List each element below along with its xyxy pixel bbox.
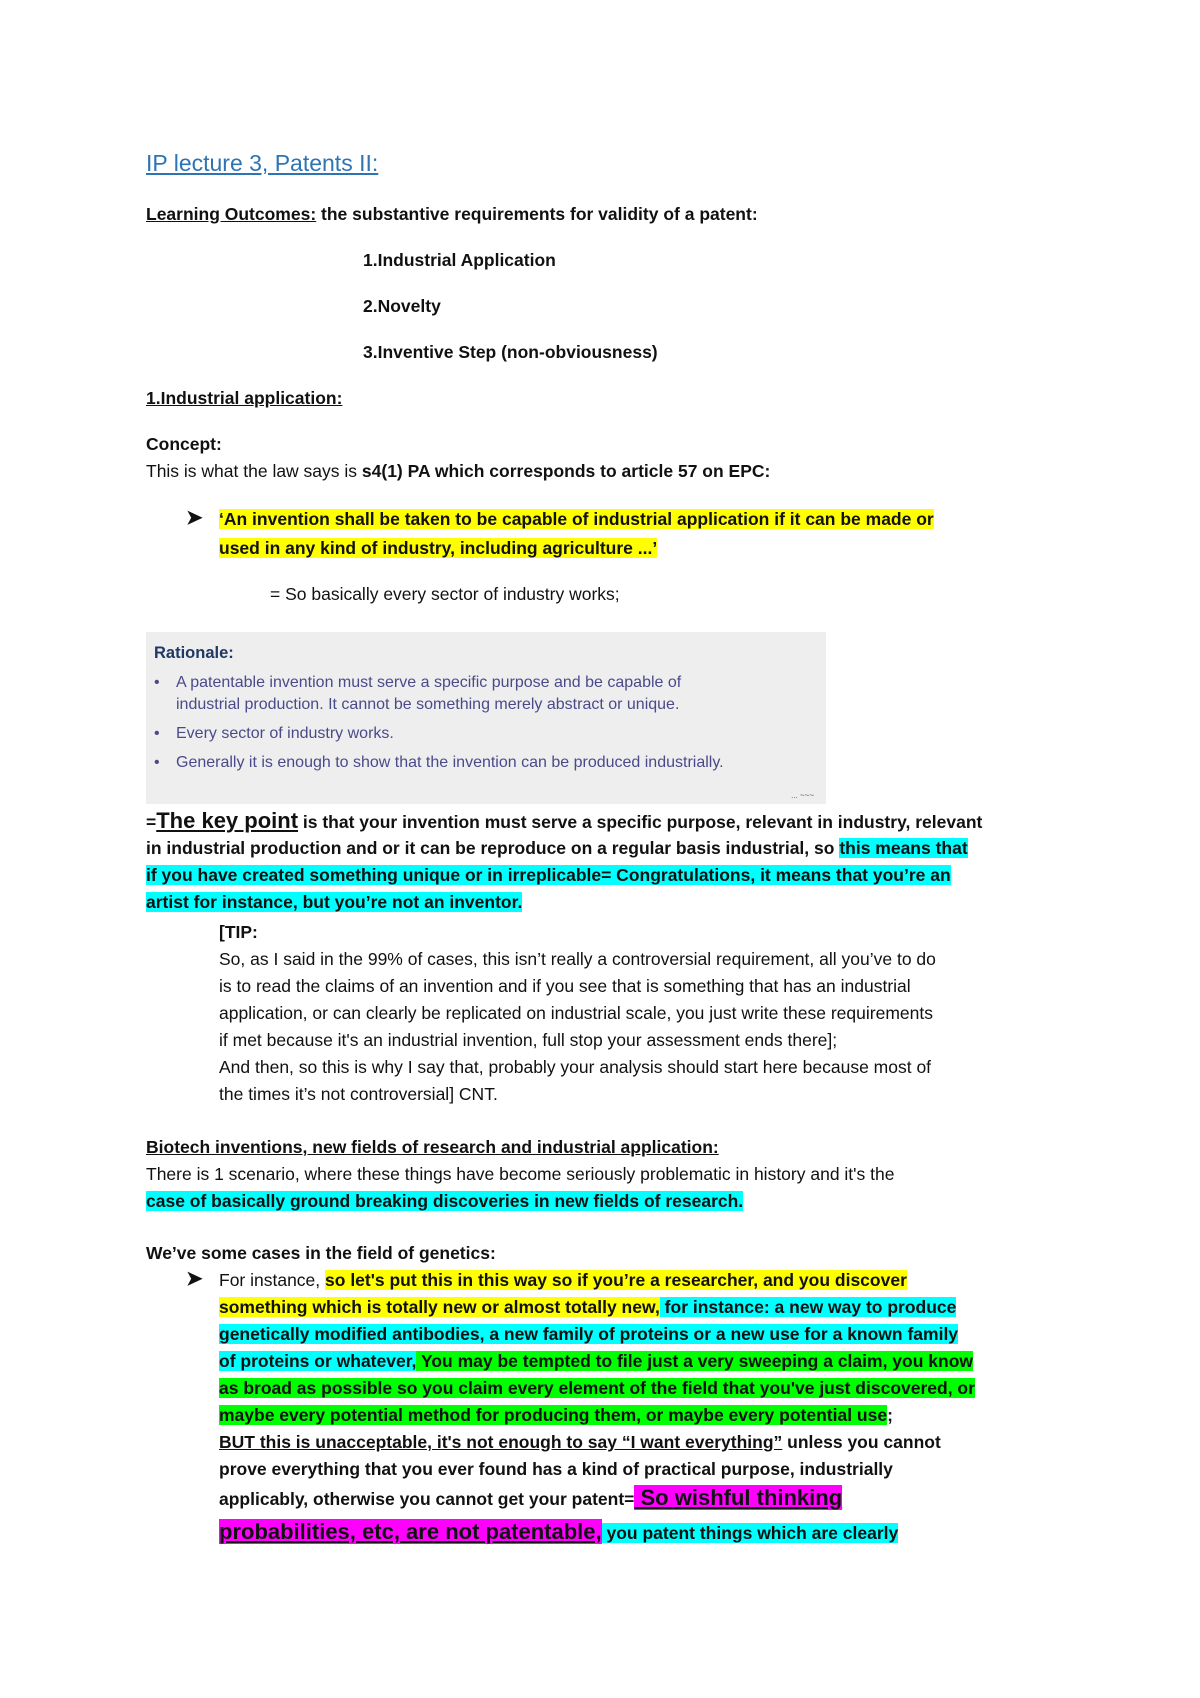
genetics-line [219, 1321, 958, 1347]
tip-line: And then, so this is why I say that, probably your analysis should start here because most of [219, 1057, 932, 1077]
genetics-line [219, 1348, 973, 1374]
biotech-line [146, 1188, 743, 1214]
genetics-highlight: You may be tempted to file just a very sweeping a claim, you know [416, 1351, 973, 1371]
tip-line: the times it’s not controversial] CNT. [219, 1084, 498, 1104]
genetics-highlight: so let's put this in this way so if you’re a researcher, and you discover [325, 1270, 907, 1290]
section-heading: 1.Industrial application: [146, 388, 343, 408]
keypoint-highlight: if you have created something unique or in irreplicable= Congratulations, it means that you’re an [146, 865, 951, 885]
genetics-highlight: you patent things which are clearly [601, 1523, 899, 1543]
keypoint-label: The key point [156, 808, 299, 833]
genetics-highlight: So wishful thinking [634, 1485, 843, 1510]
rationale-bullet-text: Generally it is enough to show that the invention can be produced industrially. [176, 754, 724, 771]
bullet-icon: • [154, 754, 160, 771]
bullet-icon: • [154, 725, 160, 742]
keypoint-line [146, 889, 522, 915]
outcome-item: 1.Industrial Application [363, 250, 556, 270]
quote-line [219, 535, 657, 561]
tip-line: is to read the claims of an invention and if you see that is something that has an industrial [219, 976, 911, 996]
keypoint-highlight: this means that [839, 838, 968, 858]
genetics-line: prove everything that you ever found has a kind of practical purpose, industrially [219, 1459, 893, 1479]
genetics-text: applicably, otherwise you cannot get your patent= [219, 1489, 635, 1509]
genetics-highlight: for instance: a new way to produce [659, 1297, 957, 1317]
keypoint-line [146, 835, 968, 861]
genetics-highlight: maybe every potential method for producing them, or maybe every potential use [219, 1405, 888, 1425]
rationale-bullet [154, 672, 681, 694]
genetics-highlight: genetically modified antibodies, a new family of proteins or a new use for a known family [219, 1324, 959, 1344]
quote-text: ‘An invention shall be taken to be capable of industrial application if it can be made or [219, 509, 934, 529]
genetics-highlight: probabilities, etc, are not patentable, [219, 1519, 602, 1544]
arrow-bullet-icon: ➤ [186, 1268, 203, 1290]
keypoint-text: is that your invention must serve a specific purpose, relevant in industry, relevant [298, 812, 983, 832]
tip-line: So, as I said in the 99% of cases, this isn’t really a controversial requirement, all you’ve to do [219, 949, 936, 969]
concept-label: Concept: [146, 434, 222, 454]
genetics-line [219, 1485, 842, 1512]
arrow-bullet-icon: ➤ [186, 507, 203, 529]
concept-text-a: This is what the law says is [146, 461, 362, 481]
genetics-text: ; [887, 1405, 893, 1425]
biotech-line: There is 1 scenario, where these things have become seriously problematic in history and it's the [146, 1164, 895, 1184]
genetics-line [219, 1267, 907, 1293]
keypoint-line [146, 808, 982, 835]
genetics-text: For instance, [219, 1270, 326, 1290]
rationale-bullet [154, 723, 394, 745]
genetics-line [219, 1294, 956, 1320]
quote-text: used in any kind of industry, including agriculture ...’ [219, 538, 658, 558]
rationale-bullet [154, 752, 724, 774]
basically-note: = So basically every sector of industry works; [270, 584, 620, 604]
learning-outcomes-text: the substantive requirements for validity of a patent: [316, 204, 758, 224]
rationale-bullet-text: Every sector of industry works. [176, 725, 394, 742]
rationale-box [146, 632, 826, 804]
outcome-item: 2.Novelty [363, 296, 441, 316]
rationale-heading: Rationale: [154, 644, 234, 662]
rationale-bullet-cont: industrial production. It cannot be something merely abstract or unique. [176, 696, 680, 713]
biotech-highlight: case of basically ground breaking discoveries in new fields of research. [146, 1191, 744, 1211]
learning-outcomes [146, 201, 758, 227]
concept-text-b: s4(1) PA which corresponds to article 57 on EPC: [361, 461, 771, 481]
keypoint-text: in industrial production and or it can be reproduce on a regular basis industrial, so [146, 838, 840, 858]
slide-mark: ... ~~~ [791, 791, 814, 800]
genetics-highlight: of proteins or whatever, [219, 1351, 417, 1371]
outcome-item: 3.Inventive Step (non-obviousness) [363, 342, 658, 362]
genetics-line [219, 1429, 941, 1455]
quote-line [219, 506, 934, 532]
tip-line: application, or can clearly be replicated on industrial scale, you just write these requirements [219, 1003, 933, 1023]
genetics-highlight: something which is totally new or almost totally new, [219, 1297, 660, 1317]
rationale-bullet-text: A patentable invention must serve a specific purpose and be capable of [176, 674, 682, 691]
genetics-heading: We’ve some cases in the field of genetics: [146, 1243, 496, 1263]
keypoint-eq: = [146, 812, 157, 832]
genetics-text: unless you cannot [782, 1432, 941, 1452]
genetics-line [219, 1519, 898, 1546]
page-title: IP lecture 3, Patents II: [146, 150, 379, 176]
genetics-line [219, 1375, 975, 1401]
genetics-underline: BUT this is unacceptable, it's not enough to say “I want everything” [219, 1432, 783, 1452]
keypoint-highlight: artist for instance, but you’re not an inventor. [146, 892, 523, 912]
bullet-icon: • [154, 674, 160, 691]
tip-line: if met because it's an industrial invention, full stop your assessment ends there]; [219, 1030, 838, 1050]
genetics-line [219, 1402, 893, 1428]
genetics-highlight: as broad as possible so you claim every element of the field that you've just discovered, or [219, 1378, 975, 1398]
keypoint-line [146, 862, 951, 888]
tip-label: [TIP: [219, 922, 258, 942]
section-heading: Biotech inventions, new fields of research and industrial application: [146, 1137, 719, 1157]
concept-text [146, 458, 770, 484]
learning-outcomes-label: Learning Outcomes: [146, 204, 317, 224]
